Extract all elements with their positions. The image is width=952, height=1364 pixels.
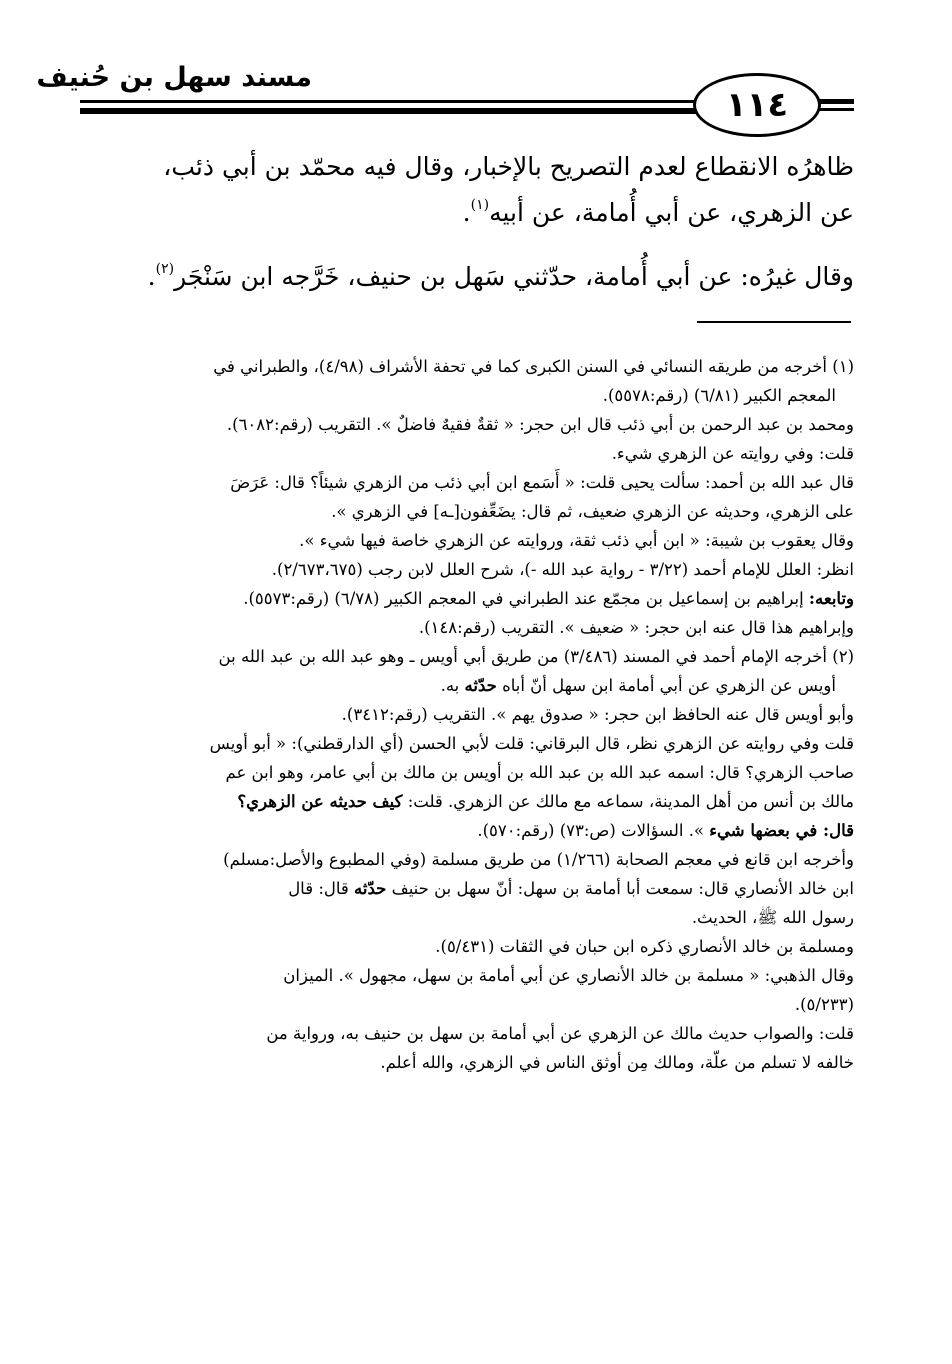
footnote-line: المعجم الكبير (٦/٨١) (رقم:٥٥٧٨). — [602, 386, 836, 405]
footnote-line: قلت وفي روايته عن الزهري نظر، قال البرقاني: قلت لأبي الحسن (أي الدارقطني): « أبو أويس — [209, 734, 854, 753]
footnote-line: صاحب الزهري؟ قال: اسمه عبد الله بن عبد الله بن أويس بن مالك بن أبي عامر، وهو ابن عم — [225, 763, 854, 782]
footnote-line: (٢) أخرجه الإمام أحمد في المسند (٣/٤٨٦) من طريق أبي أويس ـ وهو عبد الله بن عبد الله بن — [218, 647, 854, 666]
footnote-ref-1[interactable]: (١) — [470, 197, 490, 213]
footnote-line: (٥/٢٣٣). — [794, 995, 854, 1014]
footnote-line: أويس عن الزهري عن أبي أمامة ابن سهل أنّ أباه حدّثه به. — [440, 676, 836, 695]
footnote-line: قلت: وفي روايته عن الزهري شيء. — [611, 444, 854, 463]
page-number-badge — [693, 73, 821, 137]
page-number: ١١٤ — [725, 85, 789, 125]
footnote-line: قلت: والصواب حديث مالك عن الزهري عن أبي أمامة بن سهل بن حنيف به، ورواية من — [266, 1024, 854, 1043]
footnote-line: رسول الله ﷺ، الحديث. — [691, 908, 854, 927]
footnote-line: وقال الذهبي: « مسلمة بن خالد الأنصاري عن أبي أمامة بن سهل، مجهول ». الميزان — [283, 966, 854, 985]
header-rule-thin — [80, 100, 700, 103]
footnote-line: وأخرجه ابن قانع في معجم الصحابة (١/٢٦٦) من طريق مسلمة (وفي المطبوع والأصل:مسلم) — [223, 850, 854, 869]
footnote-line: وتابعه: إبراهيم بن إسماعيل بن مجمّع عند الطبراني في المعجم الكبير (٦/٧٨) (رقم:٥٥٧٣). — [243, 589, 854, 608]
footnote-line: قال: في بعضها شيء ». السؤالات (ص:٧٣) (رقم:٥٧٠). — [477, 821, 854, 840]
footnote-line: ومحمد بن عبد الرحمن بن أبي ذئب قال ابن حجر: « ثقةٌ فقيهٌ فاضلٌ ». التقريب (رقم:٦٠٨٢). — [226, 415, 854, 434]
footnote-line: وقال يعقوب بن شيبة: « ابن أبي ذئب ثقة، وروايته عن الزهري خاصة فيها شيء ». — [299, 531, 854, 550]
footnote-line: ابن خالد الأنصاري قال: سمعت أبا أمامة بن سهل: أنّ سهل بن حنيف حدّثه قال: قال — [288, 879, 854, 898]
header-rule-thick — [80, 108, 700, 114]
footnote-ref-2[interactable]: (٢) — [155, 261, 175, 277]
footnotes-block — [94, 352, 854, 1077]
footnote-line: على الزهري، وحديثه عن الزهري ضعيف، ثم قال: يضَعِّفون[ـه] في الزهري ». — [331, 502, 854, 521]
footnote-line: انظر: العلل للإمام أحمد (٣/٢٢ - رواية عبد الله -)، شرح العلل لابن رجب (٢/٦٧٣،٦٧٥). — [271, 560, 854, 579]
footnote-line: خالفه لا تسلم من علّة، ومالك مِن أوثق الناس في الزهري، والله أعلم. — [380, 1053, 854, 1072]
running-header-title: مسند سهل بن حُنيف — [36, 62, 312, 93]
footnote-separator — [697, 321, 851, 323]
footnote-line: مالك بن أنس من أهل المدينة، سماعه مع مالك عن الزهري. قلت: كيف حديثه عن الزهري؟ — [237, 792, 854, 811]
main-line-1: ظاهرُه الانقطاع لعدم التصريح بالإخبار، وقال فيه محمّد بن أبي ذئب، — [163, 152, 854, 181]
main-line-2: عن الزهري، عن أبي أُمامة، عن أبيه$^{(١)}$. — [462, 197, 854, 227]
footnote-line: (١) أخرجه من طريقه النسائي في السنن الكبرى كما في تحفة الأشراف (٤/٩٨)، والطبراني في — [213, 357, 854, 376]
footnote-line: وإبراهيم هذا قال عنه ابن حجر: « ضعيف ». التقريب (رقم:١٤٨). — [418, 618, 854, 637]
footnote-line: ومسلمة بن خالد الأنصاري ذكره ابن حبان في الثقات (٥/٤٣١). — [435, 937, 854, 956]
main-line-3: وقال غيرُه: عن أبي أُمامة، حدّثني سَهل بن حنيف، خَرَّجه ابن سَنْجَر$^{(٢)}$. — [147, 261, 854, 291]
footnote-line: وأبو أويس قال عنه الحافظ ابن حجر: « صدوق يهم ». التقريب (رقم:٣٤١٢). — [341, 705, 854, 724]
footnote-line: قال عبد الله بن أحمد: سألت يحيى قلت: « أَسَمع ابن أبي ذئب من الزهري شيئاً؟ قال: عَرَضَ — [230, 473, 854, 492]
